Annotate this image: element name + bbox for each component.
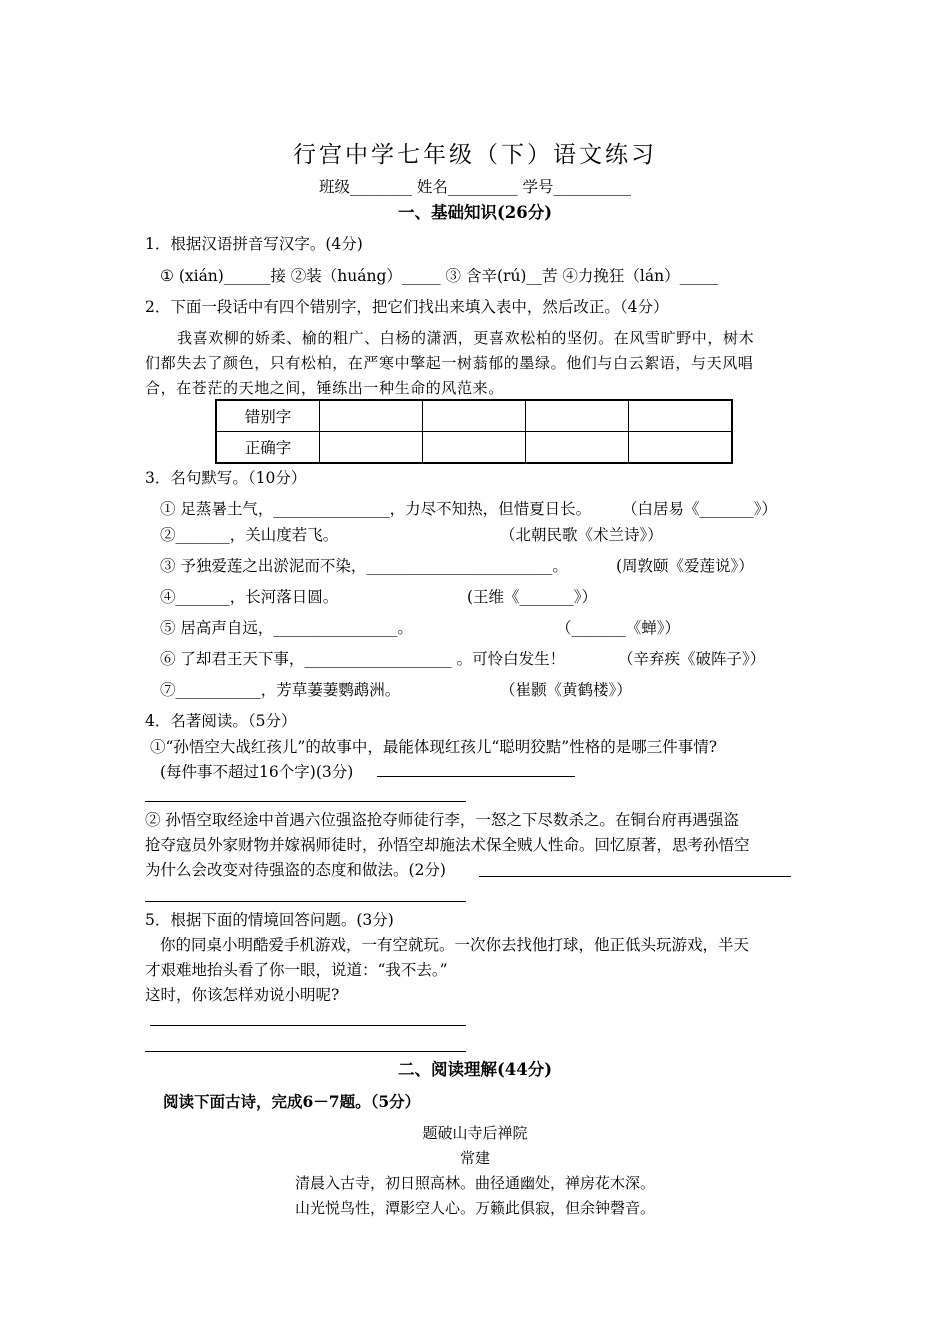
- answer-line[interactable]: [145, 1051, 466, 1052]
- q2-passage-line: 我喜欢柳的娇柔、榆的粗广、白杨的潇洒，更喜欢松柏的坚仞。在风雪旷野中，树木: [177, 329, 755, 347]
- q5-line: 你的同桌小明酷爱手机游戏，一有空就玩。一次你去找他打球，他正低头玩游戏，半天: [160, 936, 750, 954]
- answer-line[interactable]: [145, 901, 466, 902]
- answer-cell[interactable]: [526, 400, 629, 432]
- q3-item-source: （辛弃疾《破阵子》）: [618, 650, 766, 668]
- answer-line[interactable]: [377, 776, 575, 777]
- q5-prompt: 5．根据下面的情境回答问题。(3分): [145, 911, 394, 929]
- q3-item-text: ②_______，关山度若飞。: [160, 526, 339, 544]
- answer-cell[interactable]: [320, 432, 423, 464]
- poem-line: 山光悦鸟性，潭影空人心。万籁此俱寂，但余钟磬音。: [294, 1199, 655, 1217]
- q4-sub1-question: ①“孙悟空大战红孩儿”的故事中，最能体现红孩儿“聪明狡黠”性格的是哪三件事情?: [150, 738, 718, 756]
- q3-item-source: （白居易《_______》）: [622, 500, 778, 518]
- q3-item-text: ④_______，长河落日圆。: [160, 588, 339, 606]
- answer-cell[interactable]: [629, 432, 733, 464]
- q4-sub2-line: 抢夺寇员外家财物并嫁祸师徒时，孙悟空却施法术保全贼人性命。回忆原著，思考孙悟空: [145, 836, 750, 854]
- q3-item-text: ⑤ 居高声自远，________________。: [160, 619, 413, 637]
- page-title: 行宫中学七年级（下）语文练习: [293, 142, 657, 168]
- q3-item-source: （北朝民歌《术兰诗》）: [500, 526, 663, 544]
- poem-line: 清晨入古寺，初日照高林。曲径通幽处，禅房花木深。: [294, 1174, 655, 1192]
- answer-cell[interactable]: [320, 400, 423, 432]
- correction-table: [215, 399, 733, 464]
- q4-sub2-line: ② 孙悟空取经途中首遇六位强盗抢夺师徒行李，一怒之下尽数杀之。在铜台府再遇强盗: [145, 811, 739, 829]
- q4-sub2-line: 为什么会改变对待强盗的态度和做法。(2分): [145, 861, 446, 879]
- q3-item-source: (周敦颐《爱莲说》）: [616, 557, 754, 575]
- answer-cell[interactable]: [526, 432, 629, 464]
- q2-prompt: 2．下面一段话中有四个错别字，把它们找出来填入表中，然后改正。（4分）: [145, 298, 669, 316]
- answer-cell[interactable]: [423, 432, 526, 464]
- section2-heading: 二、阅读理解(44分): [397, 1060, 553, 1079]
- table-row: [216, 432, 732, 464]
- correct-char-label: 正确字: [216, 432, 320, 464]
- q3-item-source: （崔颢《黄鹤楼》）: [500, 681, 632, 699]
- reading-intro: 阅读下面古诗，完成6－7题。（5分）: [163, 1092, 421, 1111]
- poem-title: 题破山寺后禅院: [422, 1124, 528, 1142]
- q2-passage-line: 合，在苍茫的天地之间，锤练出一种生命的风范来。: [145, 379, 504, 397]
- q3-item-source: （_______《蝉》）: [556, 619, 681, 637]
- q3-item-text: ⑥ 了却君王天下事，___________________ 。可怜白发生！: [160, 650, 566, 668]
- q4-prompt: 4．名著阅读。（5分）: [145, 712, 297, 730]
- section1-heading: 一、基础知识(26分): [397, 203, 553, 222]
- q1-prompt: 1．根据汉语拼音写汉字。(4分): [145, 235, 363, 253]
- wrong-char-label: 错别字: [216, 400, 320, 432]
- q3-prompt: 3．名句默写。（10分）: [145, 469, 307, 487]
- q3-item-source: (王维《_______》）: [467, 588, 598, 606]
- answer-cell[interactable]: [629, 400, 733, 432]
- q3-item-text: ⑦___________，芳草萋萋鹦鹉洲。: [160, 681, 401, 699]
- q3-item-text: ③ 予独爱莲之出淤泥而不染，________________________。: [160, 557, 568, 575]
- answer-line[interactable]: [479, 876, 791, 877]
- q5-line: 才艰难地抬头看了你一眼，说道：“我不去。”: [145, 961, 448, 979]
- q5-line: 这时，你该怎样劝说小明呢?: [145, 986, 340, 1004]
- q2-passage-line: 们都失去了颜色，只有松柏，在严寒中擎起一树蓊郁的墨绿。他们与白云絮语，与天风唱: [145, 354, 754, 372]
- q3-item-text: ① 足蒸暑土气，_______________，力尽不知热，但惜夏日长。: [160, 500, 592, 518]
- answer-line[interactable]: [150, 1025, 466, 1026]
- answer-line[interactable]: [145, 801, 466, 802]
- student-info-line: 班级________ 姓名_________ 学号__________: [318, 178, 632, 196]
- table-row: [216, 400, 732, 432]
- poem-author: 常建: [459, 1149, 490, 1167]
- q4-sub1-instruction: (每件事不超过16个字)(3分): [160, 763, 354, 781]
- answer-cell[interactable]: [423, 400, 526, 432]
- q1-items: ① (xián)______接 ②装（huáng）_____ ③ 含辛(rú)__苦 ④力挽狂（lán）_____: [160, 267, 719, 285]
